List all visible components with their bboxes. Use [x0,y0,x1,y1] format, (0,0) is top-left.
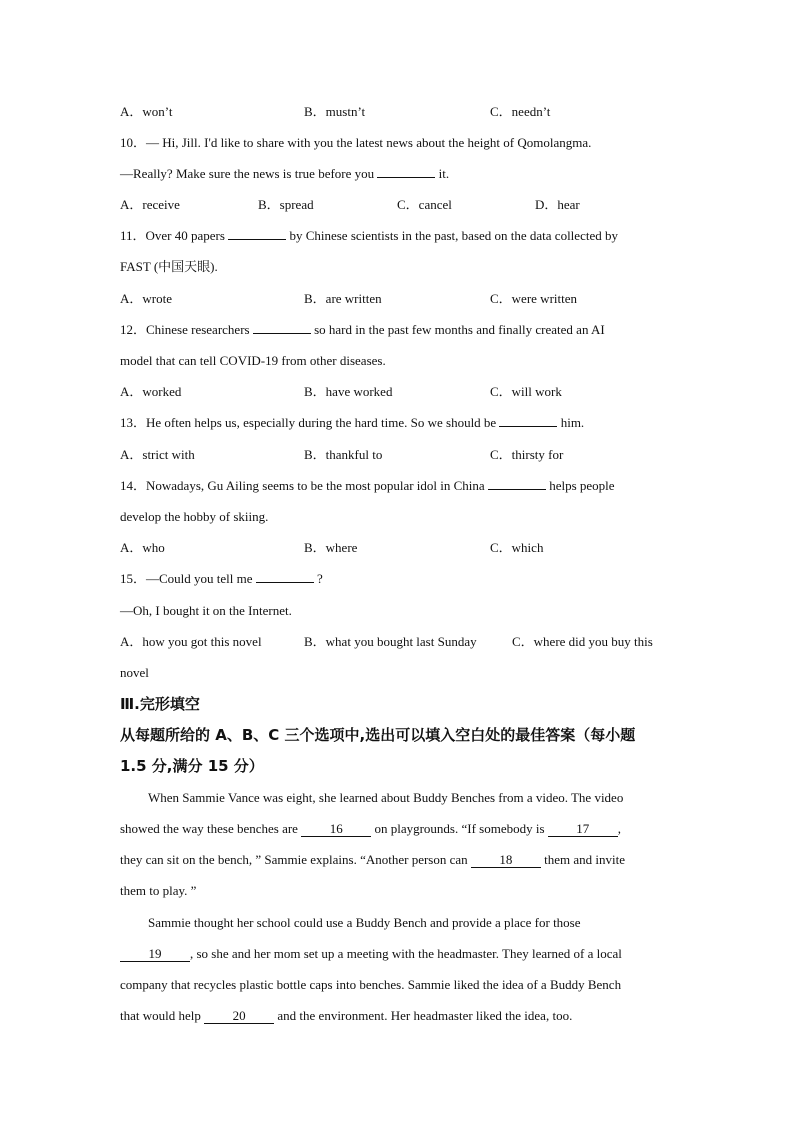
passage-p1-line3 [120,851,680,869]
q15-text-before: 15．—Could you tell me [120,571,253,586]
section-instruction-line2: 1.5 分,满分 15 分） [120,757,264,775]
q15-option-c: C．where did you buy this [512,634,653,649]
q13-option-c: C．thirsty for [490,447,564,462]
q9-option-b: B．mustn’t [304,104,366,119]
q15-blank [256,582,314,583]
passage-p2-line4 [120,1007,680,1025]
passage-p2-line1: Sammie thought her school could use a Buddy Bench and provide a place for those [148,915,581,930]
q13-text-before: 13．He often helps us, especially during the hard time. So we should be [120,415,497,430]
passage-p1-line4: them to play. ” [120,883,197,898]
q11-text-after: by Chinese scientists in the past, based on the data collected by [289,228,618,243]
q12-blank [253,333,311,334]
q14-text-after: helps people [549,478,615,493]
q12-stem-line2: model that can tell COVID-19 from other diseases. [120,353,386,368]
q14-blank [488,489,546,490]
q13-option-b: B．thankful to [304,447,383,462]
q11-option-a: A．wrote [120,291,172,306]
q11-stem-line2: FAST (中国天眼). [120,259,218,274]
q10-option-c: C．cancel [397,197,452,212]
passage-text: them and invite [544,852,626,867]
q10-stem-line1: 10．— Hi, Jill. I'd like to share with you the latest news about the height of Qomolangma. [120,135,592,150]
q10-option-d: D．hear [535,197,580,212]
q14-text-before: 14．Nowadays, Gu Ailing seems to be the most popular idol in China [120,478,485,493]
q10-text-after: it. [438,166,450,181]
q11-stem-line1 [120,227,680,245]
q11-blank [228,239,286,240]
q15-text-after: ? [317,571,323,586]
q15-option-b: B．what you bought last Sunday [304,634,477,649]
q15-stem-line1 [120,570,680,588]
q12-option-a: A．worked [120,384,182,399]
q12-stem-line1 [120,321,680,339]
passage-text: showed the way these benches are [120,821,298,836]
passage-text: on playgrounds. “If somebody is [374,821,545,836]
q9-option-c: C．needn’t [490,104,551,119]
blank-20: 20 [204,1008,274,1024]
q14-stem-line1 [120,477,680,495]
q12-text-after: so hard in the past few months and finally created an AI [314,322,605,337]
blank-18: 18 [471,852,541,868]
blank-16: 16 [301,821,371,837]
q12-text-before: 12．Chinese researchers [120,322,250,337]
q13-blank [499,426,557,427]
passage-text: , so she and her mom set up a meeting with the headmaster. They learned of a local [190,946,622,961]
q12-option-c: C．will work [490,384,562,399]
q11-option-c: C．were written [490,291,578,306]
section-title: Ⅲ.完形填空 [120,695,200,713]
q15-option-a: A．how you got this novel [120,634,262,649]
q9-option-a: A．won’t [120,104,173,119]
q14-option-b: B．where [304,540,358,555]
passage-text: and the environment. Her headmaster liked the idea, too. [277,1008,573,1023]
passage-p1-line1: When Sammie Vance was eight, she learned about Buddy Benches from a video. The video [148,790,624,805]
q10-text-before: —Really? Make sure the news is true before you [120,166,375,181]
q11-text-before: 11．Over 40 papers [120,228,225,243]
q10-option-a: A．receive [120,197,180,212]
section-instruction-line1: 从每题所给的 A、B、C 三个选项中,选出可以填入空白处的最佳答案（每小题 [120,726,636,744]
blank-17: 17 [548,821,618,837]
q15-stem-line2: —Oh, I bought it on the Internet. [120,603,292,618]
q11-option-b: B．are written [304,291,382,306]
q14-option-a: A．who [120,540,165,555]
q14-stem-line2: develop the hobby of skiing. [120,509,269,524]
q10-blank [377,177,435,178]
passage-text: that would help [120,1008,201,1023]
passage-text: they can sit on the bench, ” Sammie explains. “Another person can [120,852,468,867]
q10-stem-line2 [120,165,680,183]
passage-p1-line2 [120,820,680,838]
q13-text-after: him. [560,415,585,430]
q13-option-a: A．strict with [120,447,195,462]
q12-option-b: B．have worked [304,384,393,399]
passage-p2-line3: company that recycles plastic bottle caps into benches. Sammie liked the idea of a Buddy Bench [120,977,622,992]
passage-text: , [617,821,622,836]
q15-option-c-wrap: novel [120,665,149,680]
q13-stem-line1 [120,414,680,432]
q10-option-b: B．spread [258,197,314,212]
passage-p2-line2 [120,945,680,963]
blank-19: 19 [120,946,190,962]
q14-option-c: C．which [490,540,544,555]
